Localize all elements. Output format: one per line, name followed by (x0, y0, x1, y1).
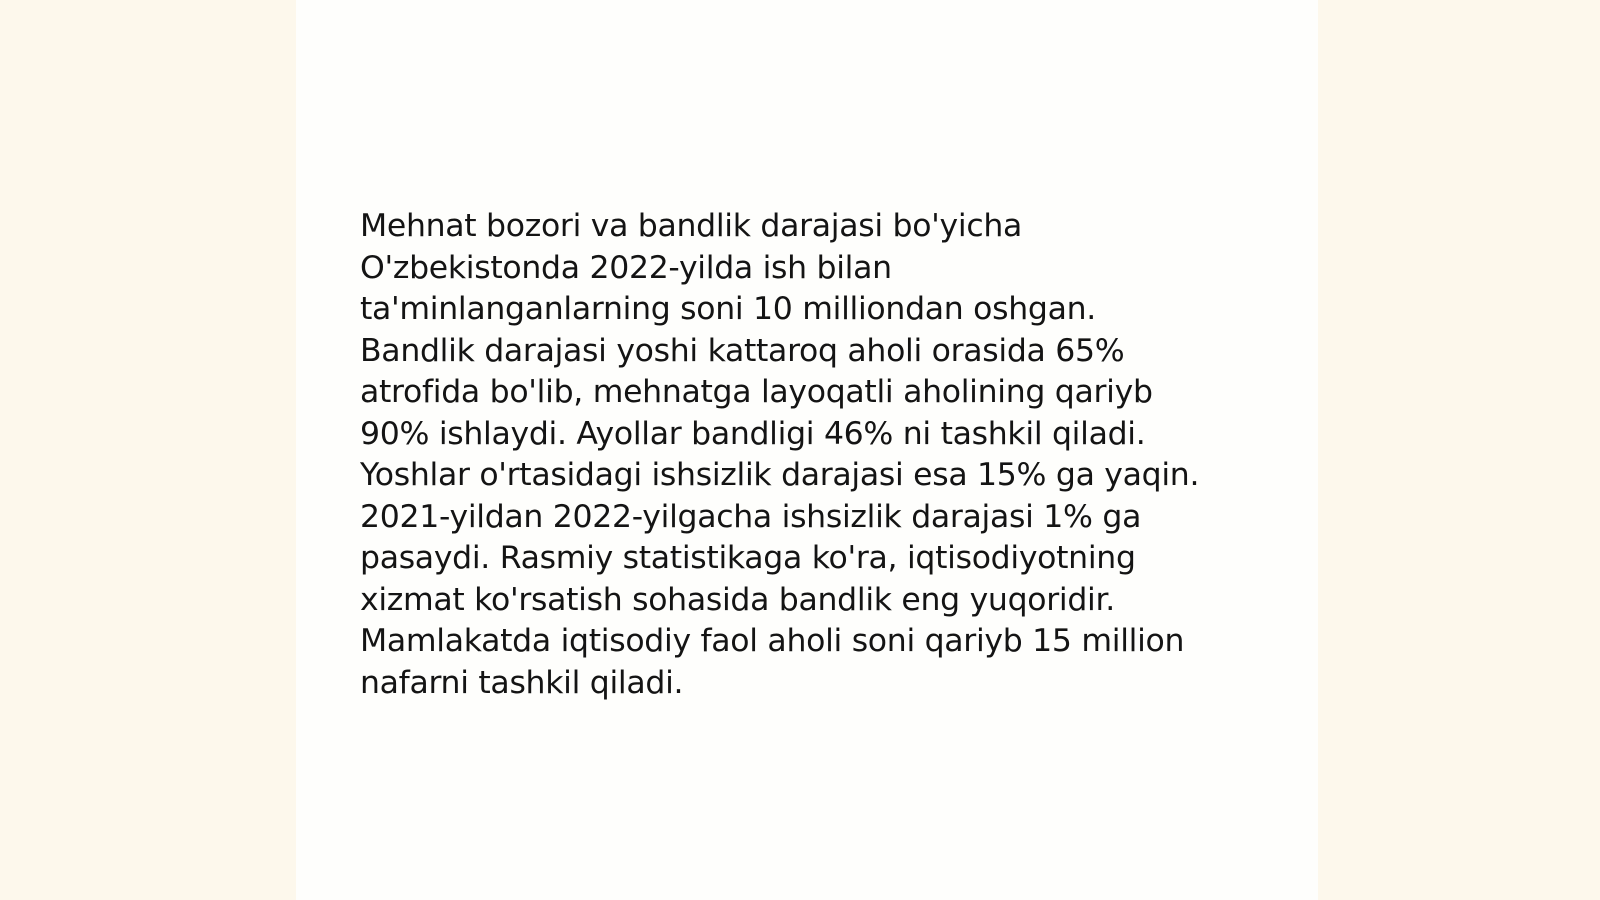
document-page (296, 0, 1318, 900)
document-paragraph: Mehnat bozori va bandlik darajasi bo'yicha O'zbekistonda 2022-yilda ish bilan ta'minlanganlarning soni 10 milliondan oshgan. Bandlik darajasi yoshi kattaroq aholi orasida 65% atrofida bo'lib, mehnatga layoqatli aholining qariyb 90% ishlaydi. Ayollar bandligi 46% ni tashkil qiladi. Yoshlar o'rtasidagi ishsizlik darajasi esa 15% ga yaqin. 2021-yildan 2022-yilgacha ishsizlik darajasi 1% ga pasaydi. Rasmiy statistikaga ko'ra, iqtisodiyotning xizmat ko'rsatish sohasida bandlik eng yuqoridir. Mamlakatda iqtisodiy faol aholi soni qariyb 15 million nafarni tashkil qiladi. (360, 208, 1200, 701)
